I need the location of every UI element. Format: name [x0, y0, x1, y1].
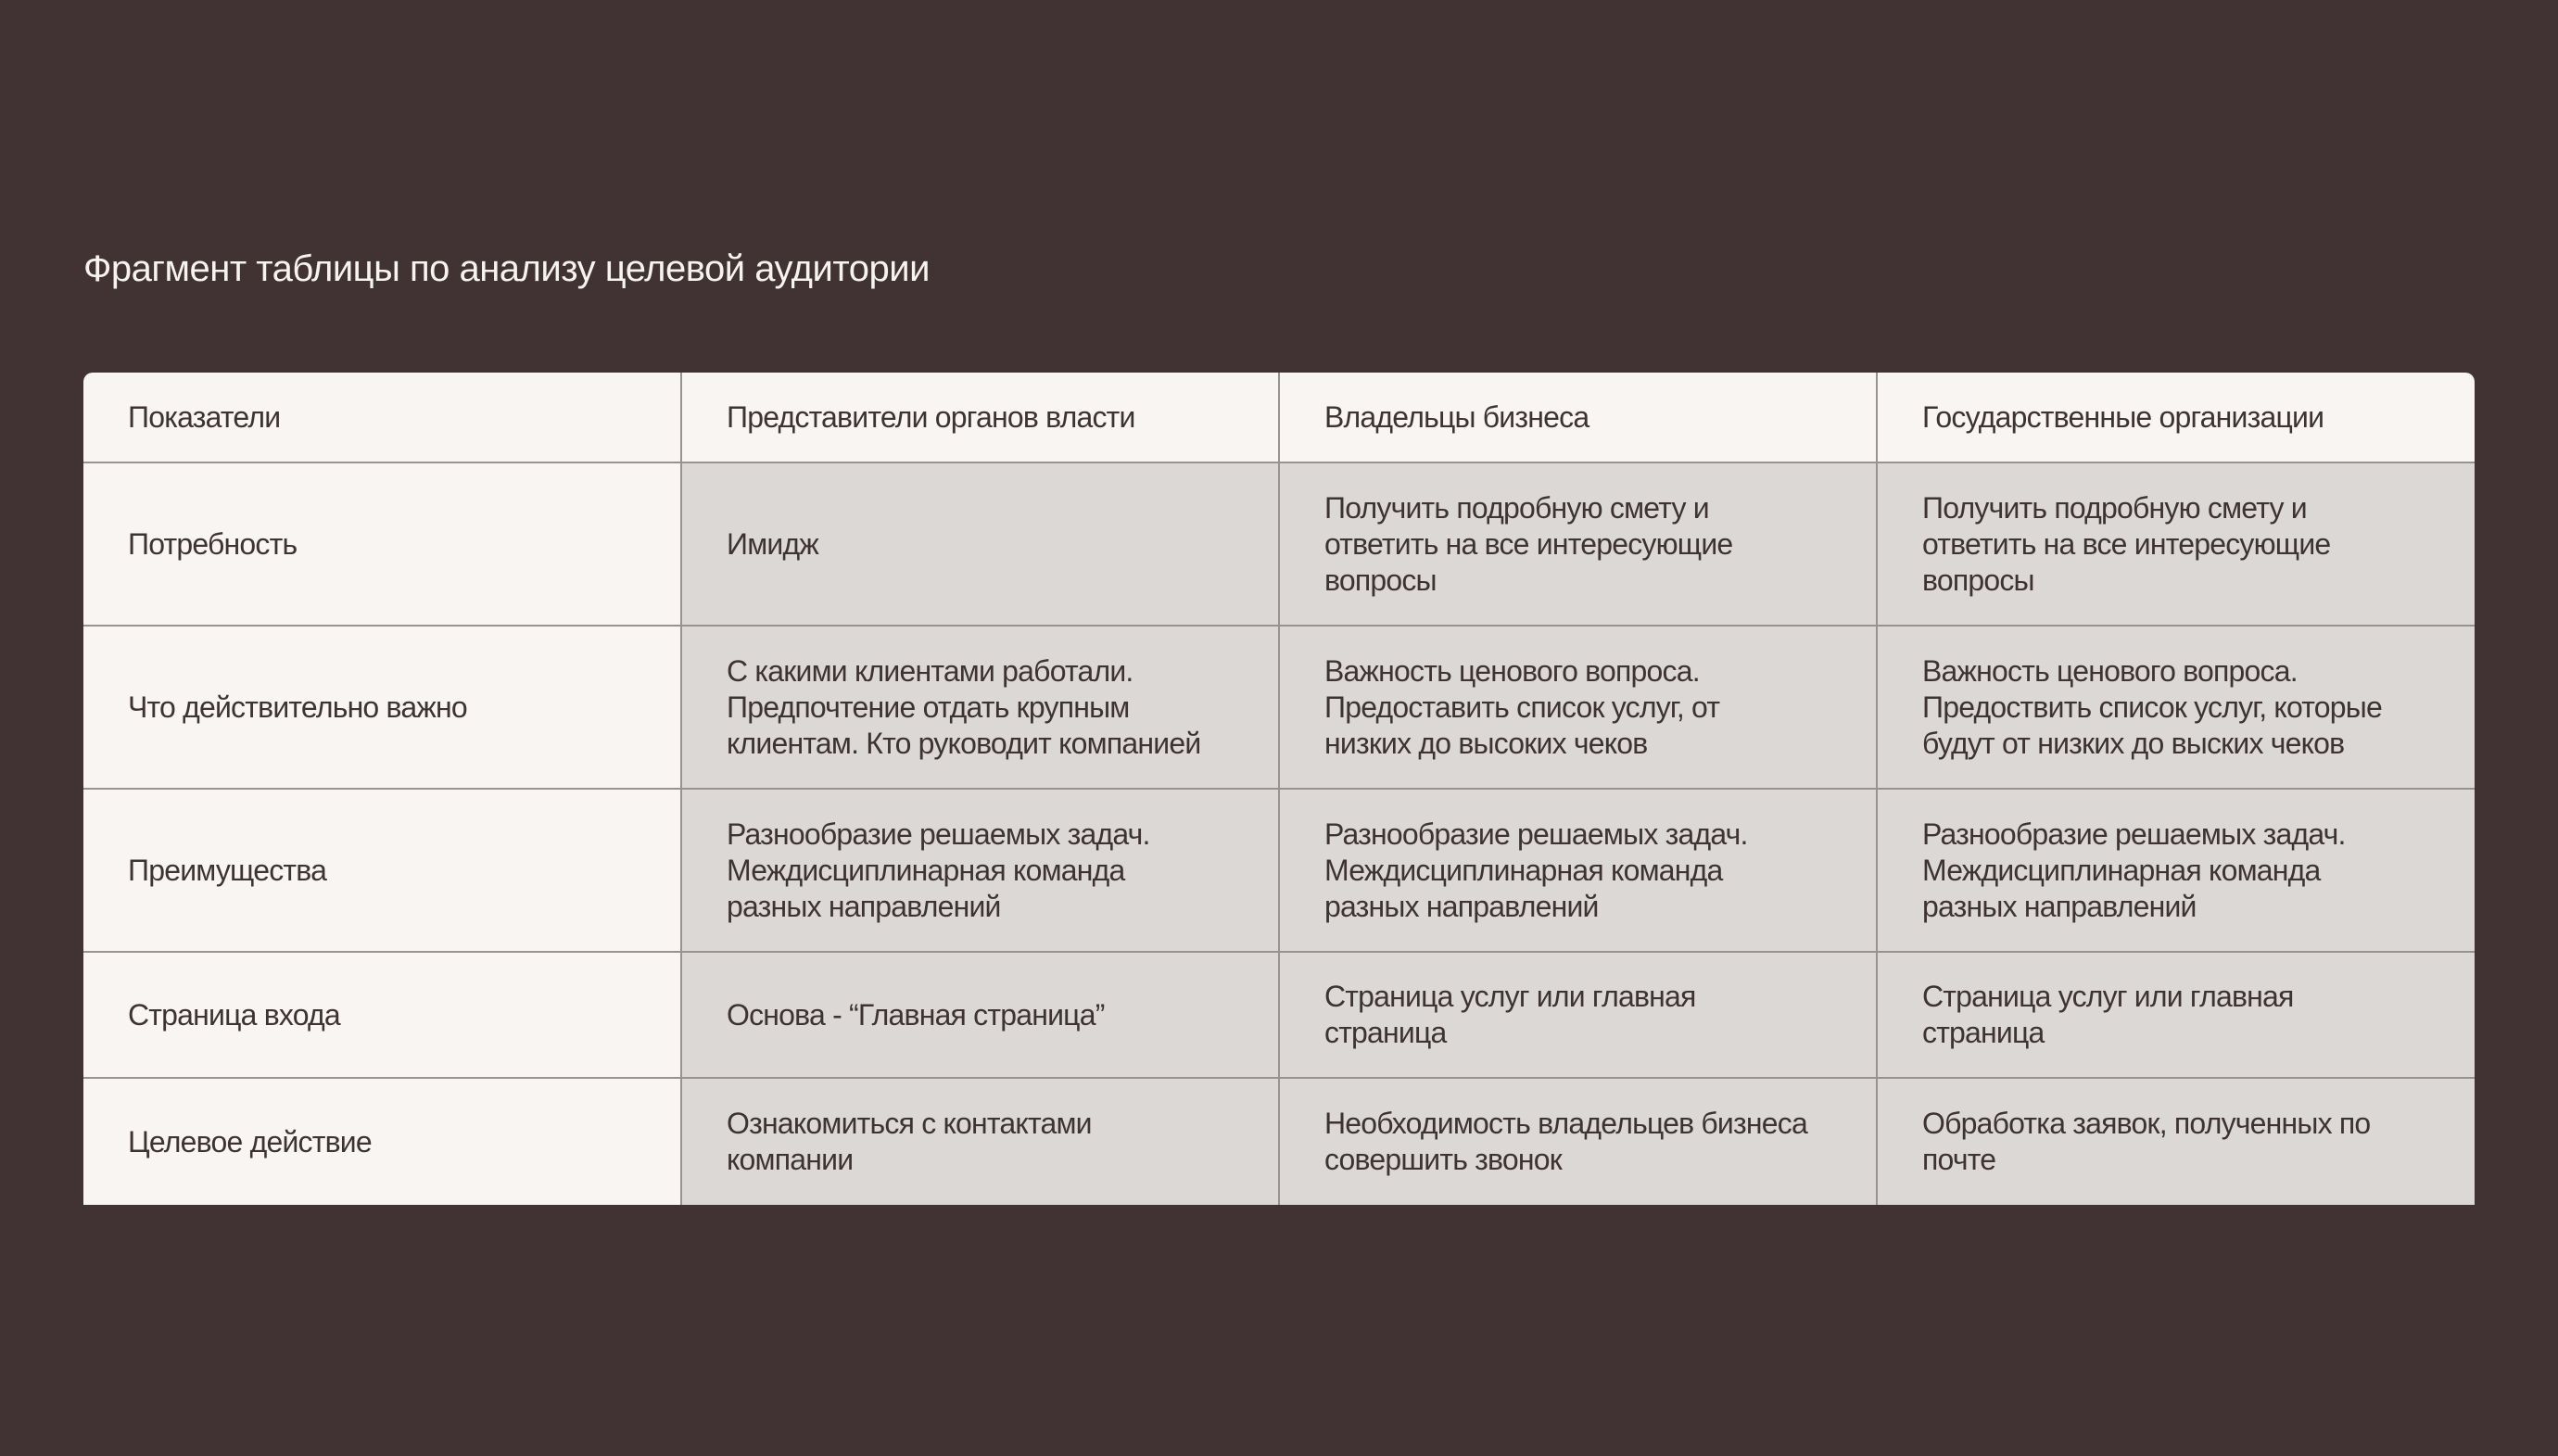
- table-cell: Разнообразие решаемых задач. Междисциплинарная команда разных направлений: [681, 789, 1279, 952]
- column-header: Владельцы бизнеса: [1279, 373, 1877, 462]
- row-label: Целевое действие: [83, 1078, 681, 1205]
- column-header: Показатели: [83, 373, 681, 462]
- table-cell: Страница услуг или главная страница: [1877, 952, 2475, 1078]
- table-cell: Обработка заявок, полученных по почте: [1877, 1078, 2475, 1205]
- column-header: Государственные организации: [1877, 373, 2475, 462]
- audience-analysis-table: [83, 373, 2475, 1205]
- table-row: [83, 789, 2475, 952]
- table-cell: Основа - “Главная страница”: [681, 952, 1279, 1078]
- table-row: [83, 462, 2475, 626]
- table-row: [83, 1078, 2475, 1205]
- table-cell: Важность ценового вопроса. Предоствить список услуг, которые будут от низких до выских чеков: [1877, 626, 2475, 789]
- table: [83, 373, 2475, 1205]
- table-cell: Разнообразие решаемых задач. Междисциплинарная команда разных направлений: [1279, 789, 1877, 952]
- column-header: Представители органов власти: [681, 373, 1279, 462]
- row-label: Преимущества: [83, 789, 681, 952]
- table-cell: Разнообразие решаемых задач. Междисциплинарная команда разных направлений: [1877, 789, 2475, 952]
- table-cell: Страница услуг или главная страница: [1279, 952, 1877, 1078]
- table-cell: С какими клиентами работали. Предпочтение отдать крупным клиентам. Кто руководит компанией: [681, 626, 1279, 789]
- table-cell: Важность ценового вопроса. Предоставить список услуг, от низких до высоких чеков: [1279, 626, 1877, 789]
- row-label: Потребность: [83, 462, 681, 626]
- table-row: [83, 952, 2475, 1078]
- table-cell: Необходимость владельцев бизнеса совершить звонок: [1279, 1078, 1877, 1205]
- table-cell: Получить подробную смету и ответить на все интересующие вопросы: [1877, 462, 2475, 626]
- page-title: Фрагмент таблицы по анализу целевой аудитории: [83, 248, 930, 289]
- row-label: Что действительно важно: [83, 626, 681, 789]
- row-label: Страница входа: [83, 952, 681, 1078]
- table-cell: Получить подробную смету и ответить на все интересующие вопросы: [1279, 462, 1877, 626]
- table-header-row: [83, 373, 2475, 462]
- table-row: [83, 626, 2475, 789]
- table-cell: Имидж: [681, 462, 1279, 626]
- table-cell: Ознакомиться с контактами компании: [681, 1078, 1279, 1205]
